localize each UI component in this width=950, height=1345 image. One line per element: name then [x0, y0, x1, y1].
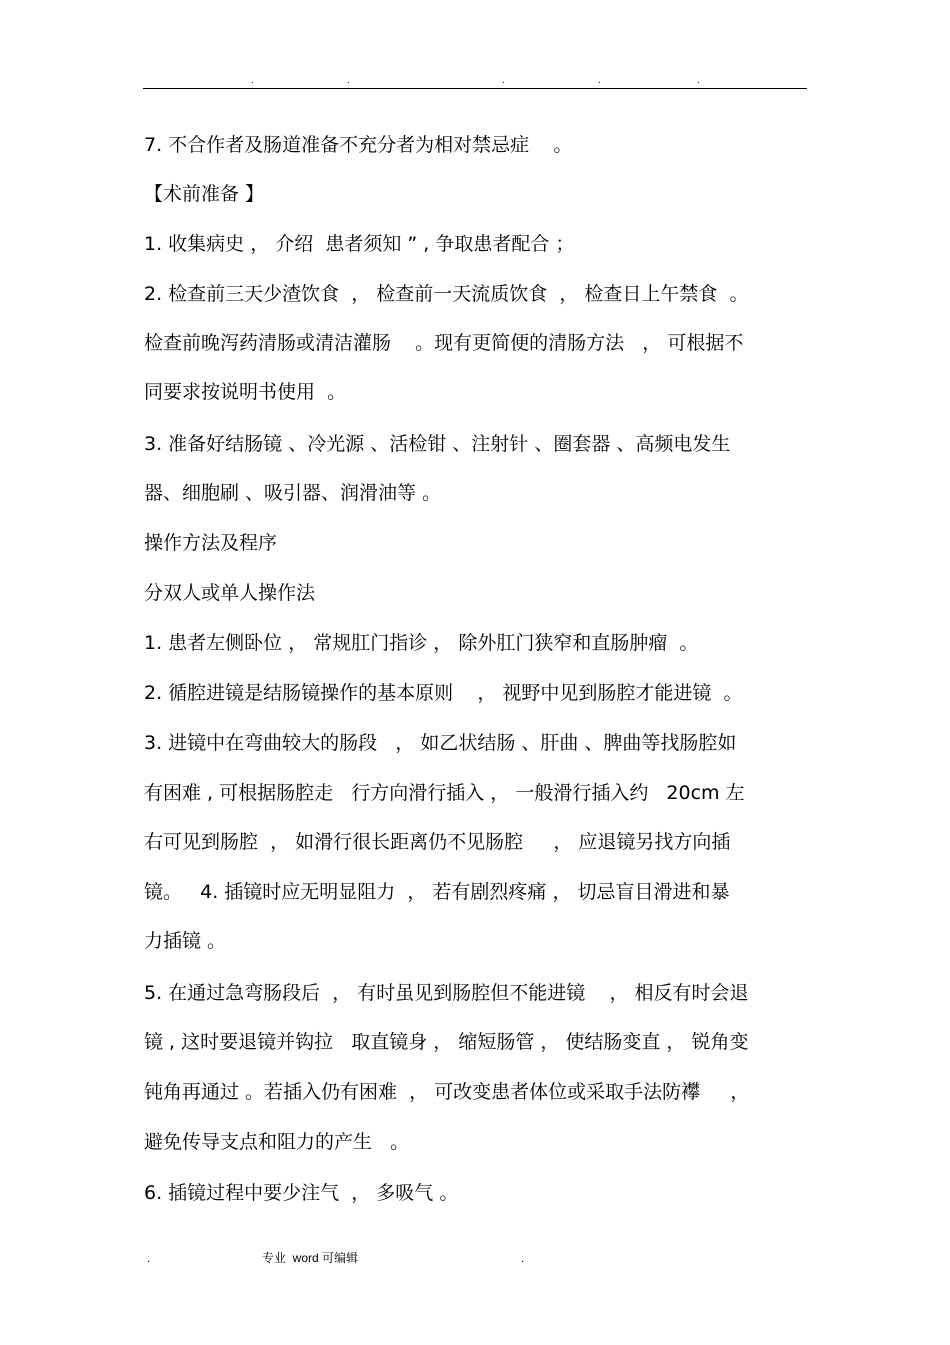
header-dot: .: [502, 75, 505, 86]
text-line: 1. 收集病史 ， 介绍 患者须知 ” , 争取患者配合 ；: [144, 233, 575, 255]
text-line: 3. 进镜中在弯曲较大的肠段 ， 如乙状结肠 、肝曲 、脾曲等找肠腔如: [144, 732, 737, 754]
header-dot: .: [347, 75, 350, 86]
section-heading: 【术前准备 】: [144, 183, 265, 205]
footer-label: 专业 word 可编辑: [262, 1251, 359, 1265]
text-line: 2. 循腔进镜是结肠镜操作的基本原则 ， 视野中见到肠腔才能进镜 。: [144, 682, 743, 704]
footer-right-dot: .: [521, 1251, 525, 1265]
text-line: 镜 , 这时要退镜并钩拉 取直镜身 ， 缩短肠管 ， 使结肠变直 ， 锐角变: [144, 1031, 749, 1053]
section-heading: 分双人或单人操作法: [144, 582, 316, 604]
text-line: 有困难 , 可根据肠腔走 行方向滑行插入 ， 一般滑行插入约 20cm 左: [144, 782, 745, 804]
text-line: 2. 检查前三天少渣饮食 ， 检查前一天流质饮食 ， 检查日上午禁食 。: [144, 283, 749, 305]
header-rule: [143, 88, 807, 89]
text-line: 3. 准备好结肠镜 、冷光源 、活检钳 、注射针 、圈套器 、高频电发生: [144, 433, 731, 455]
text-line: 右可见到肠腔 ， 如滑行很长距离仍不见肠腔 ， 应退镜另找方向插: [144, 831, 731, 853]
header-dot: .: [251, 75, 254, 86]
text-line: 检查前晚泻药清肠或清洁灌肠 。现有更简便的清肠方法 ， 可根据不: [144, 332, 744, 354]
text-line: 器、细胞刷 、吸引器、润滑油等 。: [144, 482, 442, 504]
text-line: 镜。 4. 插镜时应无明显阻力 ， 若有剧烈疼痛 ， 切忌盲目滑进和暴: [144, 881, 730, 903]
header-dot: .: [697, 75, 700, 86]
text-line: 钝角再通过 。若插入仍有困难 ， 可改变患者体位或采取手法防襻 ，: [144, 1081, 750, 1103]
footer-left-dot: .: [147, 1251, 151, 1265]
header-dot: .: [598, 75, 601, 86]
text-line: 1. 患者左侧卧位 ， 常规肛门指诊 ， 除外肛门狭窄和直肠肿瘤 。: [144, 632, 699, 654]
text-line: 7. 不合作者及肠道准备不充分者为相对禁忌症 。: [144, 134, 573, 156]
text-line: 5. 在通过急弯肠段后 ， 有时虽见到肠腔但不能进镜 ， 相反有时会退: [144, 982, 749, 1004]
section-heading: 操作方法及程序: [144, 532, 278, 554]
text-line: 6. 插镜过程中要少注气 ， 多吸气 。: [144, 1182, 459, 1204]
text-line: 避免传导支点和阻力的产生 。: [144, 1131, 410, 1153]
text-line: 力插镜 。: [144, 930, 227, 952]
text-line: 同要求按说明书使用 。: [144, 381, 347, 403]
